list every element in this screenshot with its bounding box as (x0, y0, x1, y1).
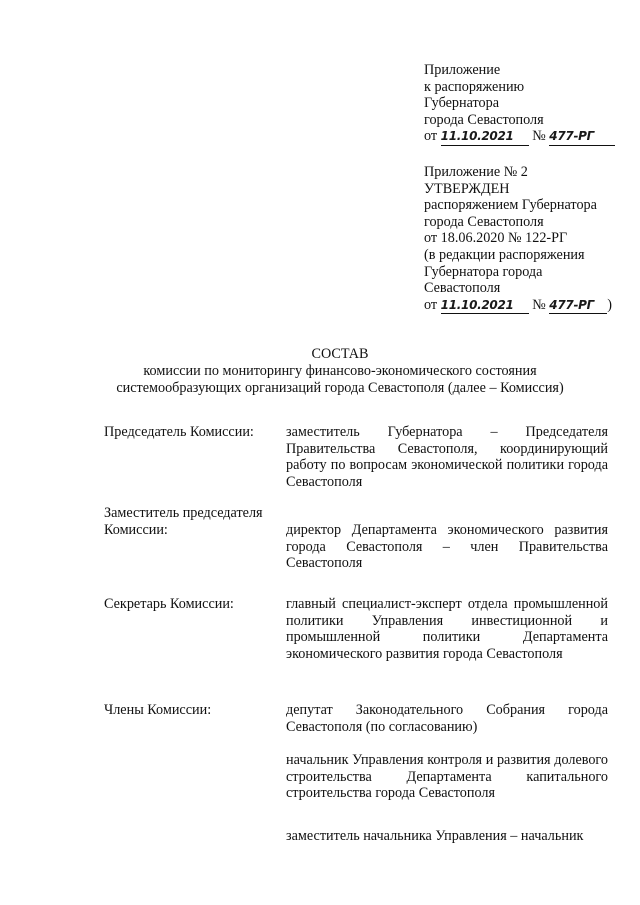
member-role: Члены Комиссии: (104, 702, 212, 718)
order-date-line (424, 128, 624, 146)
member-description: заместитель начальника Управления – начальник (286, 828, 584, 844)
handwritten-date: 11.10.2021 (441, 297, 529, 315)
appendix2-header (424, 164, 624, 314)
appendix2-line: распоряжением Губернатора (424, 197, 597, 214)
appendix-line: города Севастополя (424, 111, 544, 128)
member-description: директор Департамента экономического развития города Севастополя – член Правительства Севастополя (286, 522, 608, 572)
appendix-line: к распоряжению (424, 78, 525, 95)
from-label: от (424, 296, 438, 313)
appendix2-line: (в редакции распоряжения (424, 246, 585, 263)
amend-date-line (424, 297, 624, 315)
handwritten-number: 477-РГ (549, 128, 615, 146)
member-role: Секретарь Комиссии: (104, 596, 234, 612)
member-description: депутат Законодательного Собрания города Севастополя (по согласованию) (286, 702, 608, 735)
appendix2-line: Губернатора города (424, 263, 543, 280)
appendix2-line: Приложение № 2 (424, 164, 528, 180)
closing-paren: ) (607, 296, 613, 313)
document-subtitle-line: комиссии по мониторингу финансово-экономического состояния (143, 363, 537, 379)
appendix-header (424, 62, 624, 146)
appendix2-line: Севастополя (424, 280, 501, 297)
member-description: заместитель Губернатора – Председателя Правительства Севастополя, координирующий работу по вопросам экономической политики города Севастополя (286, 424, 608, 490)
member-role: Председатель Комиссии: (104, 424, 254, 440)
number-label: № (532, 296, 546, 313)
appendix2-line: города Севастополя (424, 213, 544, 230)
handwritten-number: 477-РГ (549, 297, 607, 315)
member-description: главный специалист-эксперт отдела промышленной политики Управления инвестиционной и промышленной политики Департамента экономического развития города Севастополя (286, 596, 608, 662)
member-role: Заместитель председателя Комиссии: (104, 505, 263, 538)
appendix-line: Губернатора (424, 95, 500, 112)
from-label: от (424, 128, 438, 145)
appendix2-line: от 18.06.2020 № 122-РГ (424, 230, 568, 247)
document-title: СОСТАВ (311, 346, 369, 362)
number-label: № (532, 128, 546, 145)
member-description: начальник Управления контроля и развития долевого строительства Департамента капитального строительства города Севастополя (286, 752, 608, 802)
document-subtitle-line: системообразующих организаций города Севастополя (далее – Комиссия) (116, 380, 564, 396)
appendix2-line: УТВЕРЖДЕН (424, 180, 510, 197)
appendix-line: Приложение (424, 62, 501, 78)
handwritten-date: 11.10.2021 (441, 128, 529, 146)
